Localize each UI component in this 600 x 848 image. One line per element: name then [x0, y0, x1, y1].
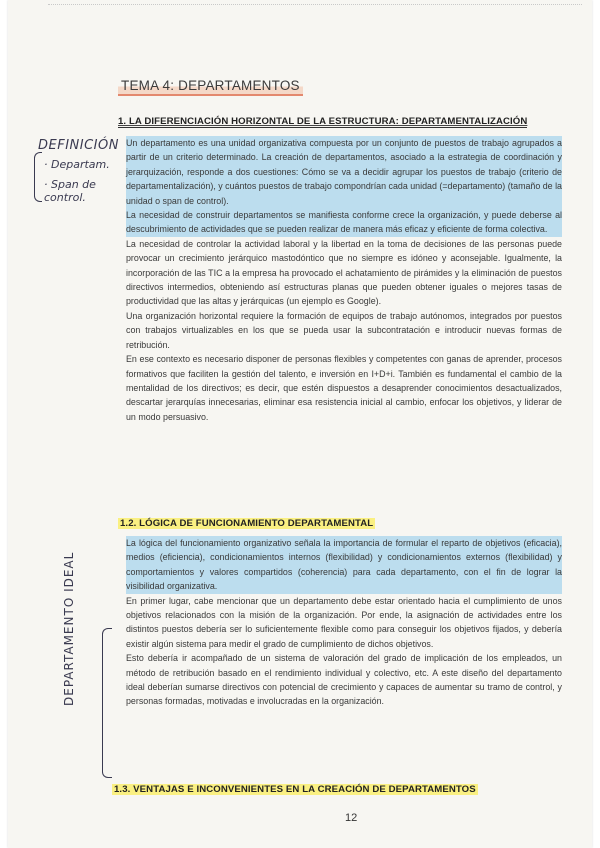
section1-paragraph-5: En ese contexto es necesario disponer de personas flexibles y competentes con ganas de aprender, procesos formativos que faciliten la gestión del talento, e inversión en I+D+i. También es fundamental el cambio de la mentalidad de los directivos; es decir, que estén dispuestos a desaprender conocimientos desactualizados, descartar jerarquías innecesarias, eliminar esa resistencia inicial al cambio, enfocar los objetivos, y liderar de un modo persuasivo.: [126, 354, 562, 422]
section1-paragraph-2: La necesidad de construir departamentos se manifiesta conforme crece la organización, y puede deberse al descubrimiento de actividades que se pueden realizar de manera más eficaz y eficiente de forma colectiva.: [126, 208, 562, 237]
section1-body: [126, 136, 562, 424]
top-dotted-line: [48, 4, 582, 6]
margin-note-departamento: · Departam.: [44, 158, 110, 171]
section1-paragraph-1: Un departamento es una unidad organizativa compuesta por un conjunto de puestos de trabajo agrupados a partir de un criterio determinado. La creación de departamentos, asociado a la estrategia de coordinación y jerarquización, responde a dos cuestiones: Cómo se va a decidir agrupar los puestos de trabajo (criterio de departamentalización), y cuántos puestos de trabajo compondrían cada unidad (=departamento) (tamaño de la unidad o span de control).: [126, 136, 562, 208]
page-number: 12: [345, 812, 358, 824]
section2-paragraph-2: En primer lugar, cabe mencionar que un departamento debe estar orientado hacia el cumplimiento de unos objetivos relacionados con la misión de la organización. Por ende, la asignación de actividades entre los distintos puestos debería ser lo suficientemente flexible como para conseguir los objetivos fijados, y debería existir algún sistema para medir el grado de cumplimiento de dichos objetivos.: [126, 595, 562, 649]
section2-body: [126, 536, 562, 709]
margin-brace-2: [102, 628, 112, 778]
section2-heading: [118, 518, 375, 529]
section1-heading: [118, 116, 527, 127]
section3-heading: [112, 784, 478, 795]
margin-note-span: · Span de control.: [44, 178, 96, 204]
section1-heading-text: 1. LA DIFERENCIACIÓN HORIZONTAL DE LA ESTRUCTURA: DEPARTAMENTALIZACIÓN: [118, 116, 528, 127]
section2-paragraph-1: La lógica del funcionamiento organizativo señala la importancia de formular el reparto de objetivos (eficacia), medios (eficiencia), condicionamientos internos (flexibilidad) y condicionamientos externos (flexibilidad) y comportamientos y valores compartidos (coherencia) para cada departamento, con el fin de lograr la visibilidad organizativa.: [126, 536, 562, 594]
margin-note-departamento-ideal: DEPARTAMENTO IDEAL: [62, 551, 76, 706]
page-title: TEMA 4: DEPARTAMENTOS: [118, 77, 303, 96]
section1-paragraph-3: La necesidad de controlar la actividad laboral y la libertad en la toma de decisiones de las personas puede provocar un crecimiento jerárquico mastodóntico que no siempre es idóneo y aconsejable. Igualmente, la incorporación de las TIC a la empresa ha provocado el achatamiento de pirámides y la eliminación de puestos directivos intermedios, obteniendo así estructuras planas que pueden obtener iguales o mejores tasas de productividad que las altas y jerárquicas (un ejemplo es Google).: [126, 238, 562, 307]
section2-paragraph-3: Esto debería ir acompañado de un sistema de valoración del grado de implicación de los empleados, un método de retribución basado en el rendimiento individual y colectivo, etc. A este diseño del departamento ideal deberían sumarse directivos con potencial de crecimiento y capaces de aumentar su tramo de control, y personas formadas, motivadas e involucradas en la organización.: [126, 653, 562, 707]
section1-paragraph-4: Una organización horizontal requiere la formación de equipos de trabajo autónomos, integrados por puestos con trabajos virtualizables en los que se pueda usar la subcontratación e introducir nuevas formas de retribución.: [126, 310, 562, 350]
margin-brace-1: [34, 152, 42, 202]
section2-heading-text: 1.2. LÓGICA DE FUNCIONAMIENTO DEPARTAMENTAL: [120, 518, 374, 529]
section3-heading-text: 1.3. VENTAJAS E INCONVENIENTES EN LA CREACIÓN DE DEPARTAMENTOS: [114, 784, 476, 795]
notebook-page: [8, 0, 592, 848]
margin-note-definicion: DEFINICIÓN: [38, 138, 119, 153]
